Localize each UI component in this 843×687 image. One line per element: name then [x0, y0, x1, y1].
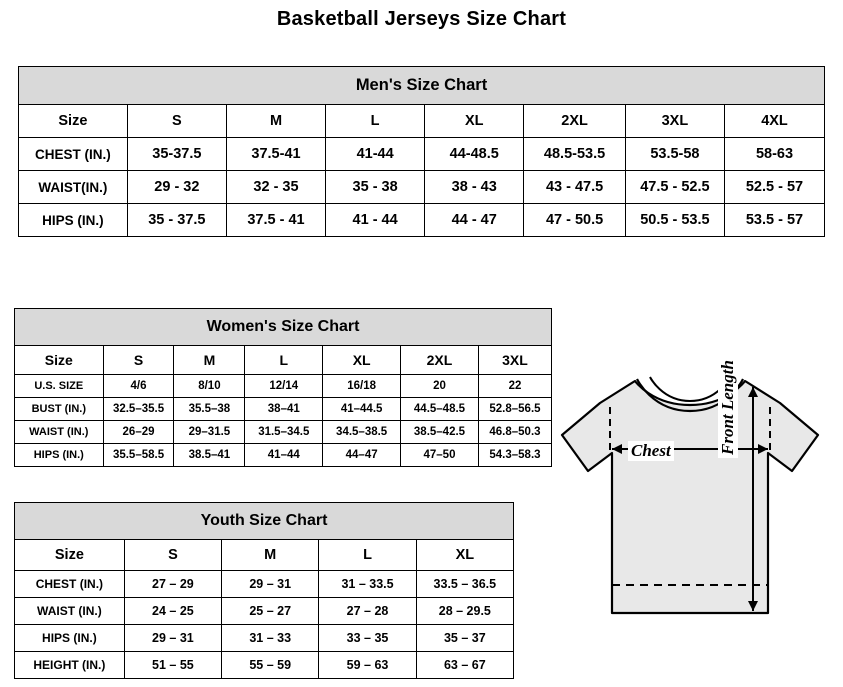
cell: 53.5-58 [625, 138, 724, 171]
mens-col-header: M [226, 105, 325, 138]
table-row [19, 171, 825, 204]
cell: 52.8–56.5 [478, 398, 551, 421]
cell: 29–31.5 [174, 421, 245, 444]
cell: 58-63 [724, 138, 824, 171]
cell: 35 - 37.5 [127, 204, 226, 237]
row-label: CHEST (IN.) [19, 138, 128, 171]
cell: 4/6 [103, 375, 174, 398]
row-label: HIPS (IN.) [15, 444, 104, 467]
cell: 47 - 50.5 [524, 204, 626, 237]
cell: 35 - 38 [326, 171, 425, 204]
womens-col-header: L [245, 346, 323, 375]
cell: 38–41 [245, 398, 323, 421]
mens-section-header-row [19, 67, 825, 105]
youth-section-title: Youth Size Chart [15, 503, 514, 540]
mens-col-header: 3XL [625, 105, 724, 138]
mens-size-chart-table [18, 66, 825, 237]
jersey-shirt-icon [540, 363, 840, 668]
row-label: HIPS (IN.) [19, 204, 128, 237]
cell: 31.5–34.5 [245, 421, 323, 444]
table-row [15, 398, 552, 421]
cell: 28 – 29.5 [416, 598, 513, 625]
table-row [15, 375, 552, 398]
chest-measurement-label: Chest [628, 441, 674, 461]
cell: 32 - 35 [226, 171, 325, 204]
womens-section-header-row [15, 309, 552, 346]
womens-col-header: 3XL [478, 346, 551, 375]
cell: 47–50 [401, 444, 479, 467]
cell: 32.5–35.5 [103, 398, 174, 421]
page-title: Basketball Jerseys Size Chart [276, 8, 567, 30]
cell: 50.5 - 53.5 [625, 204, 724, 237]
row-label: WAIST (IN.) [15, 421, 104, 444]
womens-col-header: S [103, 346, 174, 375]
cell: 51 – 55 [124, 652, 221, 679]
cell: 31 – 33 [222, 625, 319, 652]
cell: 37.5 - 41 [226, 204, 325, 237]
womens-header-row [15, 346, 552, 375]
womens-col-header: M [174, 346, 245, 375]
table-row [15, 571, 514, 598]
cell: 47.5 - 52.5 [625, 171, 724, 204]
youth-col-header: Size [15, 540, 125, 571]
cell: 34.5–38.5 [323, 421, 401, 444]
cell: 35.5–58.5 [103, 444, 174, 467]
youth-col-header: M [222, 540, 319, 571]
youth-col-header: XL [416, 540, 513, 571]
row-label: HEIGHT (IN.) [15, 652, 125, 679]
womens-size-chart-table [14, 308, 552, 467]
row-label: CHEST (IN.) [15, 571, 125, 598]
cell: 38.5–42.5 [401, 421, 479, 444]
table-row [15, 598, 514, 625]
cell: 46.8–50.3 [478, 421, 551, 444]
row-label: WAIST (IN.) [15, 598, 125, 625]
table-row [19, 138, 825, 171]
cell: 33 – 35 [319, 625, 416, 652]
mens-col-header: S [127, 105, 226, 138]
cell: 44 - 47 [425, 204, 524, 237]
youth-size-chart-table [14, 502, 514, 679]
cell: 55 – 59 [222, 652, 319, 679]
cell: 37.5-41 [226, 138, 325, 171]
cell: 38 - 43 [425, 171, 524, 204]
cell: 20 [401, 375, 479, 398]
cell: 33.5 – 36.5 [416, 571, 513, 598]
cell: 63 – 67 [416, 652, 513, 679]
cell: 41 - 44 [326, 204, 425, 237]
cell: 35-37.5 [127, 138, 226, 171]
cell: 12/14 [245, 375, 323, 398]
cell: 27 – 28 [319, 598, 416, 625]
cell: 8/10 [174, 375, 245, 398]
cell: 38.5–41 [174, 444, 245, 467]
youth-header-row [15, 540, 514, 571]
womens-col-header: 2XL [401, 346, 479, 375]
table-row [15, 444, 552, 467]
mens-section-title: Men's Size Chart [19, 67, 825, 105]
cell: 53.5 - 57 [724, 204, 824, 237]
womens-col-header: Size [15, 346, 104, 375]
cell: 48.5-53.5 [524, 138, 626, 171]
cell: 24 – 25 [124, 598, 221, 625]
mens-col-header: Size [19, 105, 128, 138]
cell: 52.5 - 57 [724, 171, 824, 204]
cell: 26–29 [103, 421, 174, 444]
cell: 54.3–58.3 [478, 444, 551, 467]
youth-section-header-row [15, 503, 514, 540]
cell: 44–47 [323, 444, 401, 467]
cell: 22 [478, 375, 551, 398]
youth-col-header: S [124, 540, 221, 571]
table-row [15, 421, 552, 444]
mens-col-header: XL [425, 105, 524, 138]
womens-col-header: XL [323, 346, 401, 375]
cell: 29 - 32 [127, 171, 226, 204]
cell: 25 – 27 [222, 598, 319, 625]
front-length-measurement-label: Front Length [718, 357, 738, 458]
jersey-measurement-diagram [540, 360, 840, 668]
row-label: WAIST(IN.) [19, 171, 128, 204]
cell: 16/18 [323, 375, 401, 398]
cell: 59 – 63 [319, 652, 416, 679]
cell: 35.5–38 [174, 398, 245, 421]
row-label: U.S. SIZE [15, 375, 104, 398]
mens-col-header: 4XL [724, 105, 824, 138]
row-label: BUST (IN.) [15, 398, 104, 421]
cell: 41–44 [245, 444, 323, 467]
cell: 35 – 37 [416, 625, 513, 652]
cell: 41–44.5 [323, 398, 401, 421]
row-label: HIPS (IN.) [15, 625, 125, 652]
cell: 29 – 31 [124, 625, 221, 652]
mens-col-header: 2XL [524, 105, 626, 138]
womens-section-title: Women's Size Chart [15, 309, 552, 346]
cell: 29 – 31 [222, 571, 319, 598]
table-row [15, 652, 514, 679]
mens-col-header: L [326, 105, 425, 138]
cell: 43 - 47.5 [524, 171, 626, 204]
mens-header-row [19, 105, 825, 138]
cell: 27 – 29 [124, 571, 221, 598]
cell: 44.5–48.5 [401, 398, 479, 421]
cell: 41-44 [326, 138, 425, 171]
cell: 31 – 33.5 [319, 571, 416, 598]
table-row [19, 204, 825, 237]
cell: 44-48.5 [425, 138, 524, 171]
youth-col-header: L [319, 540, 416, 571]
table-row [15, 625, 514, 652]
